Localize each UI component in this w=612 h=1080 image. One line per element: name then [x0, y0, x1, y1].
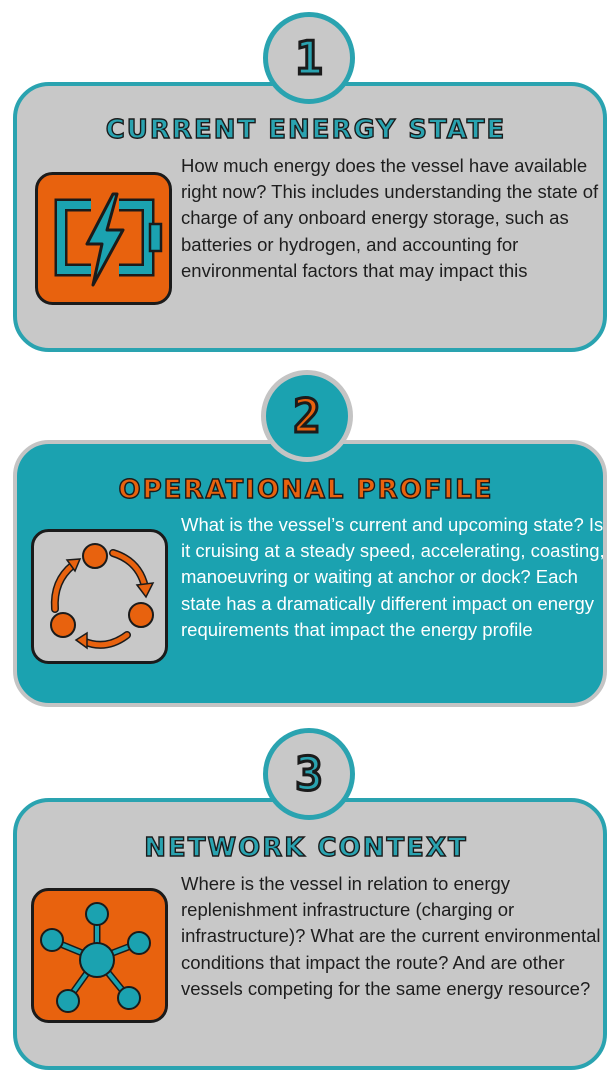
- section-1-number-badge: [263, 12, 355, 104]
- battery-charging-icon: [35, 172, 172, 305]
- section-3-number-badge: [263, 728, 355, 820]
- section-1-title: CURRENT ENERGY STATE: [105, 115, 507, 145]
- network-hub-icon: [31, 888, 168, 1023]
- section-1-number: 1: [295, 31, 323, 85]
- section-2-number-badge: [261, 370, 353, 462]
- cycle-icon: [31, 529, 168, 664]
- section-3-number: 3: [295, 747, 323, 801]
- section-3-title: NETWORK CONTEXT: [144, 833, 468, 863]
- section-2-title: OPERATIONAL PROFILE: [118, 475, 494, 505]
- section-3-description: Where is the vessel in relation to energy replenishment infrastructure (charging or infrastructure)? What are the current environmental conditions that impact the route? And are other vessels competing for the same energy resource?: [181, 873, 601, 999]
- section-2-description: What is the vessel’s current and upcoming state? Is it cruising at a steady speed, accelerating, coasting, manoeuvring or waiting at anchor or dock? Each state has a dramatically different impact on energy requirements that impact the energy profile: [181, 514, 605, 640]
- section-2-number: 2: [293, 389, 321, 443]
- section-1-description: How much energy does the vessel have available right now? This includes understanding the state of charge of any onboard energy storage, such as batteries or hydrogen, and accounting for environmental factors that may impact this: [181, 155, 599, 281]
